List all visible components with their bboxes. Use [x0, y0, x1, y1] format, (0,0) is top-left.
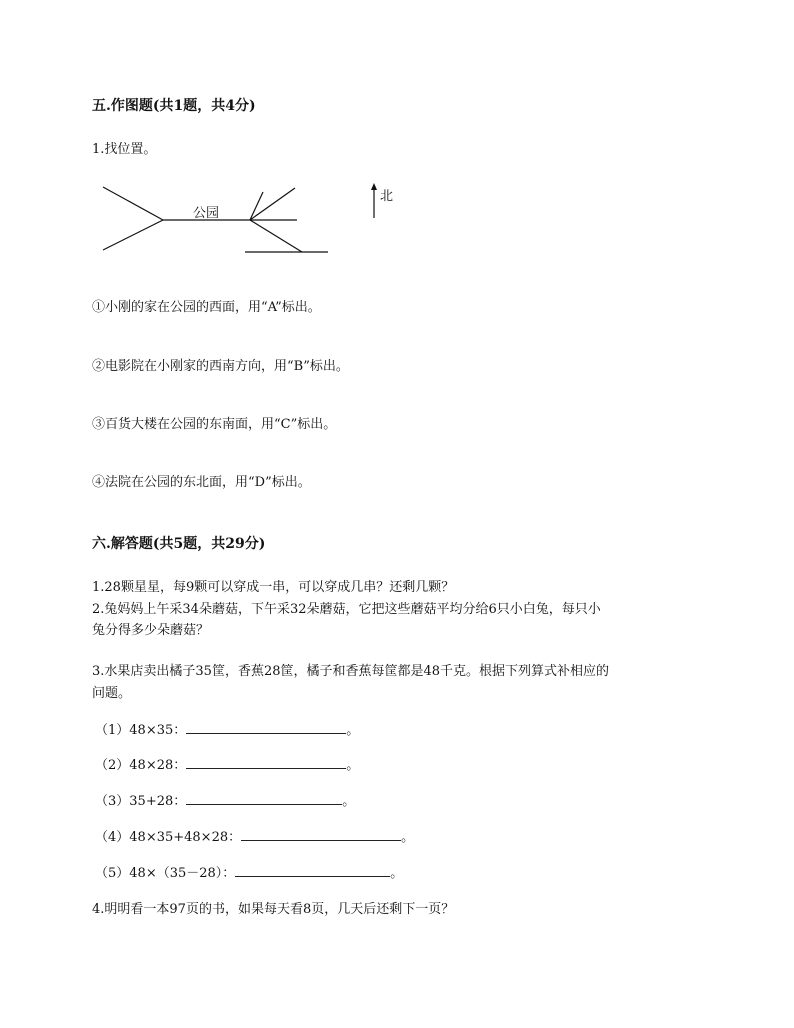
sub-question-1-label: （1）48×35： — [95, 723, 187, 738]
sub-question-4 — [95, 826, 414, 845]
answer-blank-3[interactable] — [186, 790, 342, 805]
instruction-item-1: ①小刚的家在公园的西面，用“A”标出。 — [92, 300, 321, 315]
answer-blank-4[interactable] — [241, 826, 401, 841]
question-1-title: 1.找位置。 — [92, 142, 157, 157]
instruction-item-3: ③百货大楼在公园的东南面，用“C”标出。 — [92, 417, 337, 432]
sub-question-2-end: 。 — [346, 758, 360, 773]
sub-question-5-end: 。 — [390, 866, 404, 881]
road-northwest-line — [103, 187, 163, 220]
sub-question-3-end: 。 — [342, 794, 356, 809]
position-figure — [95, 180, 415, 260]
question-4-text: 4.明明看一本97页的书，如果每天看8页，几天后还剩下一页？ — [92, 902, 455, 917]
sub-question-4-end: 。 — [401, 830, 415, 845]
sub-question-1 — [95, 719, 359, 738]
section-5-heading: 五.作图题(共1题，共4分) — [92, 98, 256, 114]
sub-question-3 — [95, 790, 355, 809]
sub-question-2 — [95, 754, 359, 773]
north-arrow-icon — [371, 183, 377, 190]
instruction-item-4: ④法院在公园的东北面，用“D”标出。 — [92, 475, 311, 490]
park-label: 公园 — [193, 206, 220, 221]
question-1-text: 1.28颗星星，每9颗可以穿成一串，可以穿成几串？还剩几颗？ — [92, 580, 455, 595]
question-2-line-1: 2.兔妈妈上午采34朵蘑菇，下午采32朵蘑菇，它把这些蘑菇平均分给6只小白兔，每只小 — [92, 602, 601, 617]
section-6-heading: 六.解答题(共5题，共29分) — [92, 536, 266, 552]
answer-blank-2[interactable] — [186, 754, 346, 769]
answer-blank-5[interactable] — [235, 862, 390, 877]
answer-blank-1[interactable] — [186, 719, 346, 734]
sub-question-2-label: （2）48×28： — [95, 758, 187, 773]
sub-question-4-label: （4）48×35+48×28： — [95, 830, 242, 845]
question-3-line-2: 问题。 — [92, 686, 132, 701]
north-label: 北 — [380, 189, 394, 204]
road-southwest-line — [103, 220, 163, 250]
question-2-line-2: 兔分得多少朵蘑菇？ — [92, 623, 210, 638]
sub-question-3-label: （3）35+28： — [95, 794, 187, 809]
sub-question-1-end: 。 — [346, 723, 360, 738]
question-3-line-1: 3.水果店卖出橘子35筐，香蕉28筐，橘子和香蕉每筐都是48千克。根据下列算式补相应的 — [92, 664, 610, 679]
sub-question-5 — [95, 862, 403, 881]
instruction-item-2: ②电影院在小刚家的西南方向，用“B”标出。 — [92, 359, 349, 374]
road-southeast-line — [250, 220, 302, 252]
sub-question-5-label: （5）48×（35－28）： — [95, 866, 236, 881]
road-northeast-line — [250, 188, 295, 220]
